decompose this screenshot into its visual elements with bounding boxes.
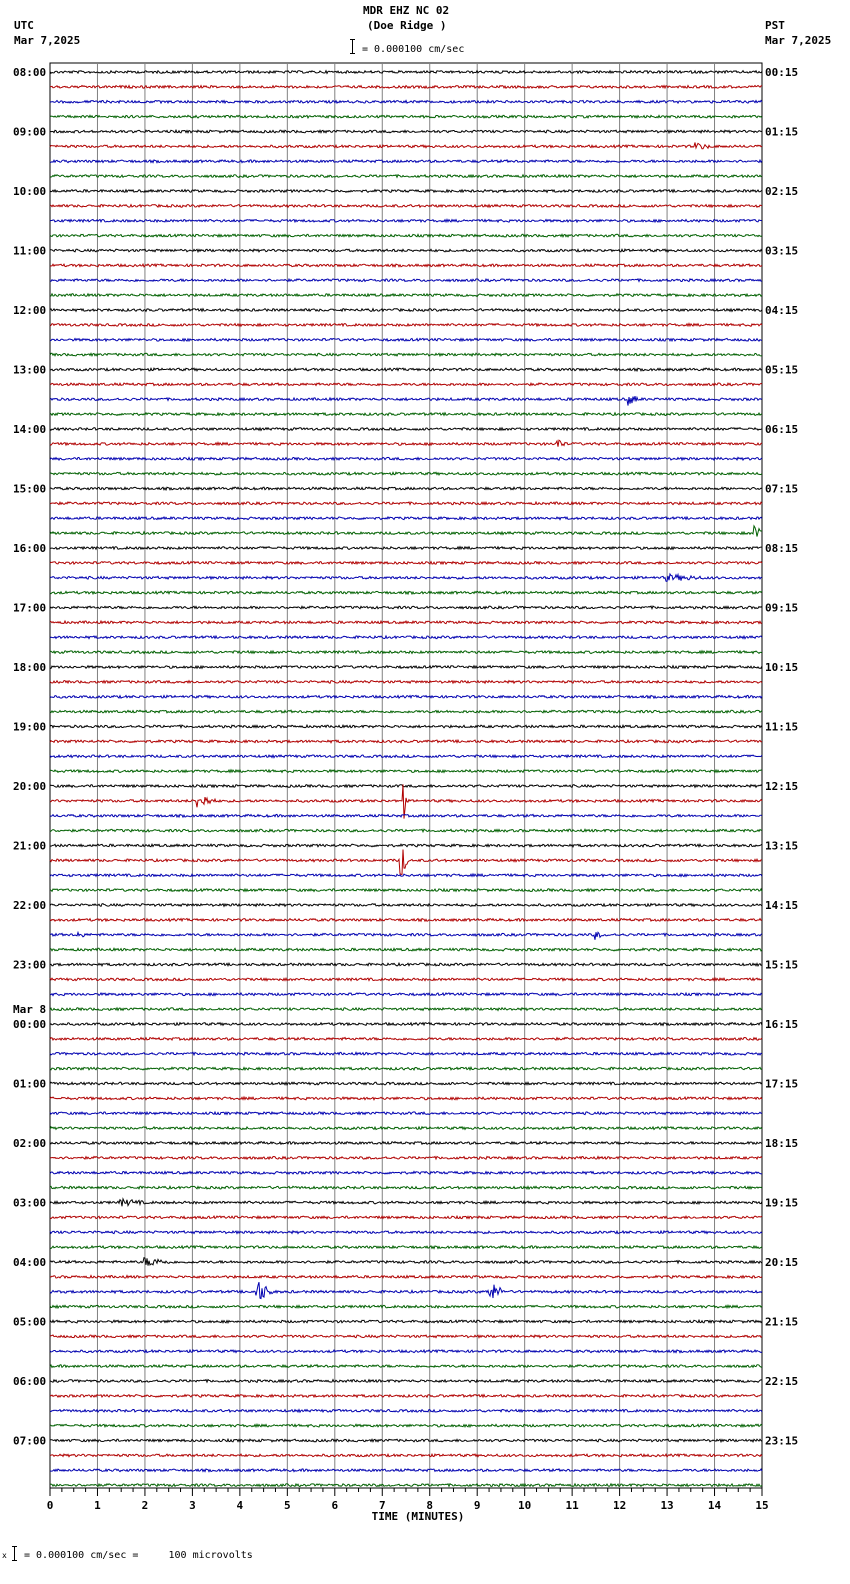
seismic-trace: [50, 264, 762, 267]
day-change-label: Mar 8: [13, 1003, 47, 1016]
utc-hour-label: 23:00: [13, 958, 47, 972]
seismic-trace: [50, 651, 762, 654]
x-tick-label: 5: [284, 1499, 291, 1512]
pst-hour-label: 18:15: [765, 1137, 799, 1150]
seismic-trace: [50, 440, 762, 447]
seismic-trace: [50, 932, 762, 940]
seismic-trace: [50, 1439, 762, 1442]
right-timezone: PST: [765, 19, 785, 32]
seismic-trace: [50, 978, 762, 981]
seismic-trace: [50, 844, 762, 847]
utc-hour-label: 17:00: [13, 601, 47, 615]
pst-hour-label: 19:15: [765, 1196, 799, 1210]
utc-hour-label: 20:00: [13, 780, 47, 793]
seismic-trace: [50, 115, 762, 118]
seismic-trace: [50, 1335, 762, 1338]
x-tick-label: 10: [518, 1499, 532, 1512]
seismic-trace: [50, 1320, 762, 1323]
seismic-trace: [50, 353, 762, 356]
x-tick-label: 15: [755, 1499, 769, 1512]
utc-hour-label: 01:00: [13, 1077, 47, 1091]
seismic-trace: [50, 770, 762, 773]
seismic-trace: [50, 1258, 762, 1266]
seismic-trace: [50, 517, 762, 520]
x-tick-label: 0: [46, 1499, 54, 1512]
seismic-trace: [50, 1395, 762, 1398]
seismic-trace: [50, 681, 762, 684]
seismic-trace: [50, 383, 762, 386]
utc-hour-label: 11:00: [13, 244, 47, 258]
seismic-trace: [50, 130, 762, 133]
utc-hour-label: 21:00: [13, 839, 47, 853]
seismic-trace: [50, 249, 762, 252]
pst-hour-label: 21:15: [765, 1315, 799, 1329]
utc-hour-label: 19:00: [13, 720, 47, 734]
utc-hour-label: 03:00: [13, 1196, 47, 1210]
pst-hour-label: 01:15: [765, 125, 799, 139]
utc-hour-label: 13:00: [13, 363, 47, 377]
seismic-trace: [50, 1112, 762, 1115]
seismic-trace: [50, 526, 762, 537]
left-timezone: UTC: [14, 19, 34, 32]
seismic-trace: [50, 636, 762, 639]
seismic-trace: [50, 1038, 762, 1041]
station-title: MDR EHZ NC 02: [363, 4, 450, 17]
x-tick-label: 13: [660, 1499, 674, 1512]
x-tick-label: 8: [426, 1499, 434, 1512]
seismic-trace: [50, 904, 762, 907]
seismic-trace: [50, 1023, 762, 1026]
seismic-trace: [50, 784, 762, 818]
pst-hour-label: 16:15: [765, 1018, 799, 1031]
seismic-trace: [50, 1424, 762, 1427]
pst-hour-label: 13:15: [765, 839, 799, 853]
pst-hour-label: 20:15: [765, 1256, 799, 1269]
utc-hour-label: 05:00: [13, 1315, 47, 1329]
seismic-trace: [50, 1216, 762, 1219]
pst-hour-label: 04:15: [765, 304, 799, 317]
right-date: Mar 7,2025: [765, 34, 832, 47]
pst-hour-label: 09:15: [765, 601, 799, 615]
seismic-trace: [50, 1142, 762, 1145]
seismic-trace: [50, 1067, 762, 1070]
seismic-trace: [50, 1246, 762, 1249]
left-date: Mar 7,2025: [14, 34, 81, 47]
seismic-trace: [50, 1186, 762, 1189]
seismic-trace: [50, 919, 762, 922]
seismic-trace: [50, 1231, 762, 1234]
seismic-trace: [50, 1052, 762, 1055]
pst-hour-label: 12:15: [765, 780, 799, 793]
seismic-trace: [50, 695, 762, 698]
pst-hour-label: 02:15: [765, 185, 799, 198]
pst-hour-label: 08:15: [765, 542, 799, 555]
seismic-trace: [50, 1097, 762, 1100]
seismic-trace: [50, 338, 762, 341]
seismic-trace: [50, 1454, 762, 1457]
seismic-trace: [50, 1484, 762, 1487]
seismic-trace: [50, 86, 762, 89]
seismic-trace: [50, 143, 762, 149]
pst-hour-label: 03:15: [765, 244, 799, 258]
seismic-trace: [50, 889, 762, 892]
seismic-trace: [50, 428, 762, 431]
seismic-trace: [50, 829, 762, 832]
seismic-trace: [50, 71, 762, 74]
seismic-trace: [50, 993, 762, 996]
seismic-trace: [50, 574, 762, 581]
x-tick-label: 11: [565, 1499, 579, 1512]
seismic-trace: [50, 472, 762, 475]
utc-hour-label: 06:00: [13, 1375, 47, 1388]
header-scale-text: = 0.000100 cm/sec: [362, 44, 465, 55]
seismic-trace: [50, 309, 762, 312]
seismic-trace: [50, 591, 762, 594]
seismic-trace: [50, 1305, 762, 1308]
seismic-trace: [50, 562, 762, 565]
x-tick-label: 4: [236, 1499, 244, 1512]
utc-hour-label: 10:00: [13, 185, 47, 198]
pst-hour-label: 10:15: [765, 661, 799, 674]
seismic-trace: [50, 850, 762, 875]
pst-hour-label: 23:15: [765, 1434, 799, 1448]
pst-hour-label: 14:15: [765, 899, 799, 912]
utc-hour-label: 14:00: [13, 423, 47, 436]
x-tick-label: 12: [612, 1499, 627, 1512]
seismic-trace: [50, 457, 762, 460]
pst-hour-label: 22:15: [765, 1375, 799, 1388]
seismic-trace: [50, 1008, 762, 1011]
plot-frame: [50, 63, 762, 1488]
utc-hour-label: 12:00: [13, 304, 47, 317]
seismic-trace: [50, 219, 762, 222]
seismic-trace: [50, 487, 762, 490]
pst-hour-label: 06:15: [765, 423, 799, 436]
seismic-trace: [50, 547, 762, 550]
x-axis-label: TIME (MINUTES): [371, 1510, 465, 1523]
seismic-trace: [50, 785, 762, 788]
seismic-trace: [50, 710, 762, 713]
x-tick-label: 1: [94, 1499, 101, 1512]
utc-hour-label: 08:00: [13, 66, 47, 79]
seismic-trace: [50, 160, 762, 163]
seismic-trace: [50, 1365, 762, 1368]
x-tick-label: 2: [141, 1499, 149, 1512]
seismic-trace: [50, 368, 762, 371]
seismic-trace: [50, 755, 762, 758]
seismic-trace: [50, 279, 762, 282]
seismic-trace: [50, 234, 762, 237]
seismic-trace: [50, 101, 762, 104]
seismic-trace: [50, 606, 762, 609]
x-tick-label: 3: [189, 1499, 196, 1512]
seismic-trace: [50, 948, 762, 951]
seismic-trace: [50, 502, 762, 505]
seismic-trace: [50, 621, 762, 624]
seismic-trace: [50, 874, 762, 877]
x-tick-label: 6: [331, 1499, 339, 1512]
site-name: (Doe Ridge ): [367, 19, 447, 32]
seismic-trace: [50, 1350, 762, 1353]
utc-hour-label: 16:00: [13, 542, 47, 555]
pst-hour-label: 17:15: [765, 1077, 799, 1091]
seismic-trace: [50, 294, 762, 297]
seismic-trace: [50, 396, 762, 406]
seismic-trace: [50, 1469, 762, 1472]
seismic-trace: [50, 1082, 762, 1085]
seismic-trace: [50, 963, 762, 966]
seismic-trace: [50, 413, 762, 416]
footer-scale-text: = 0.000100 cm/sec = 100 microvolts: [24, 1550, 253, 1561]
pst-hour-label: 11:15: [765, 720, 799, 734]
pst-hour-label: 05:15: [765, 363, 799, 377]
utc-hour-label: 09:00: [13, 125, 47, 139]
seismic-trace: [50, 1199, 762, 1206]
pst-hour-label: 15:15: [765, 958, 799, 972]
seismic-trace: [50, 1380, 762, 1383]
seismic-trace: [50, 190, 762, 193]
pst-hour-label: 07:15: [765, 482, 799, 496]
seismic-trace: [50, 1171, 762, 1174]
utc-hour-label: 02:00: [13, 1137, 47, 1150]
footer-scale-marker: x: [2, 1551, 7, 1560]
seismic-trace: [50, 1410, 762, 1413]
x-tick-label: 9: [473, 1499, 481, 1512]
seismic-trace: [50, 175, 762, 178]
utc-hour-label: 07:00: [13, 1434, 47, 1448]
utc-hour-label: 18:00: [13, 661, 47, 674]
seismic-trace: [50, 205, 762, 208]
seismic-trace: [50, 1282, 762, 1298]
pst-hour-label: 00:15: [765, 66, 799, 79]
utc-hour-label: 00:00: [13, 1018, 47, 1031]
seismic-trace: [50, 725, 762, 728]
utc-hour-label: 22:00: [13, 899, 47, 912]
seismic-trace: [50, 1157, 762, 1160]
seismic-trace: [50, 666, 762, 669]
x-tick-label: 7: [378, 1499, 386, 1512]
utc-hour-label: 15:00: [13, 482, 47, 496]
seismic-trace: [50, 1276, 762, 1279]
seismic-trace: [50, 814, 762, 817]
utc-hour-label: 04:00: [13, 1256, 47, 1269]
seismic-trace: [50, 740, 762, 743]
seismic-trace: [50, 324, 762, 327]
x-tick-label: 14: [707, 1499, 722, 1512]
seismic-trace: [50, 1127, 762, 1130]
